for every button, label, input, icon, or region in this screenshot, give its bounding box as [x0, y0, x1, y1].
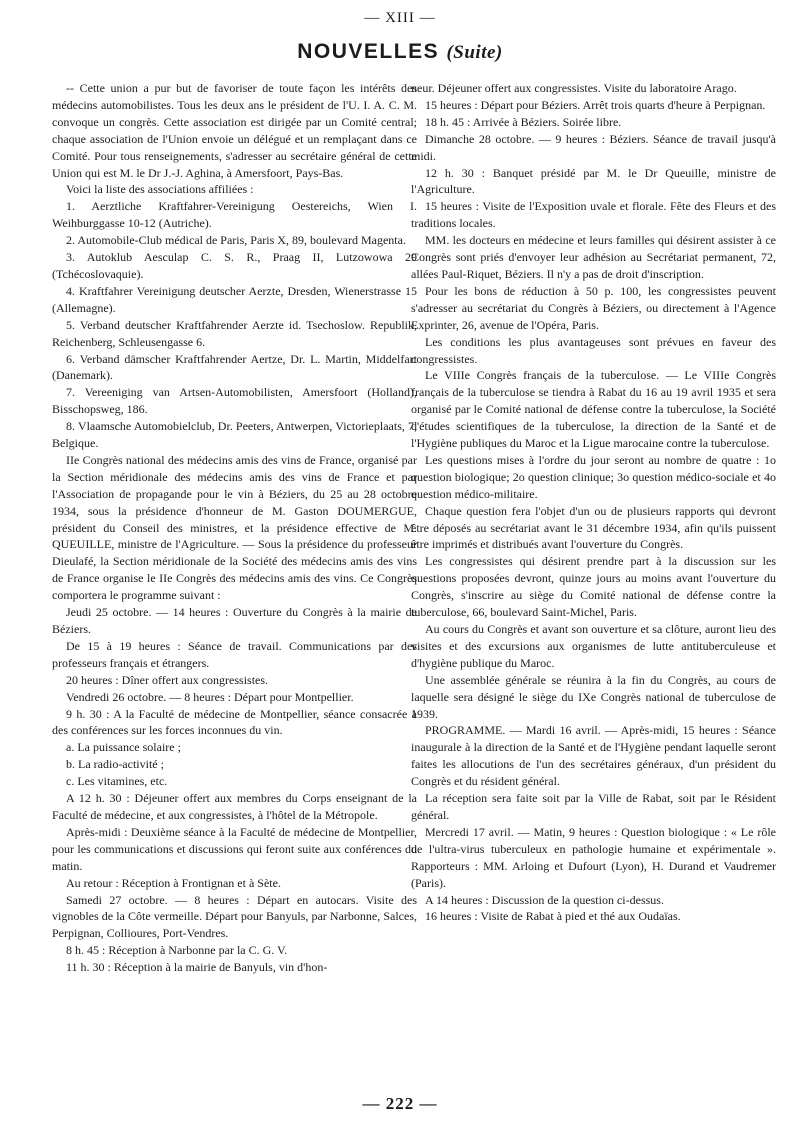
paragraph: La réception sera faite soit par la Ville de Rabat, soit par le Résident général.: [411, 791, 776, 822]
paragraph: Le VIIIe Congrès français de la tuberculose. — Le VIIIe Congrès français de la tuberculose se tiendra à Rabat du 16 au 19 avril 1935 et sera organisé par le Comité national de défense contre la tuberculose, la Société d'études scientifiques de la tuberculose, la direction de la Santé et de l'Hygiène publiques du Maroc et la Ligue marocaine contre la tuberculose.: [411, 368, 776, 451]
paragraph: 18 h. 45 : Arrivée à Béziers. Soirée libre.: [425, 114, 622, 129]
page-roman-numeral: — XIII —: [364, 10, 436, 26]
paragraph: Jeudi 25 octobre. — 14 heures : Ouverture du Congrès à la mairie de Béziers.: [52, 605, 417, 636]
paragraph: Une assemblée générale se réunira à la fin du Congrès, au cours de laquelle sera désigné le siège du IXe Congrès national de tuberculose de 1939.: [411, 672, 776, 721]
page-number: — 222 —: [362, 1094, 438, 1113]
paragraph: Mercredi 17 avril. — Matin, 9 heures : Question biologique : « Le rôle de l'ultra-virus tuberculeux en pathologie humaine et expérimentale ». Rapporteurs : MM. Arloing et Dufourt (Lyon), H. Durand et Vaudremer (Paris).: [411, 824, 776, 890]
paragraph: -- Cette union a pur but de favoriser de toute façon les intérêts des médecins automobilistes. Tous les deux ans le président de l'U. I. A. C. M. convoque un congrès. Cette association est dirigée par un Comité central; chaque association de l'Union envoie un délégué et un remplaçant dans ce Comité. Pour tous renseignements, s'adresser au secrétaire général de cette Union qui est M. le Dr J.-J. Aghina, à Amersfoort, Pays-Bas.: [52, 81, 417, 180]
paragraph: 11 h. 30 : Réception à la mairie de Banyuls, vin d'hon-: [66, 960, 328, 975]
title-main: NOUVELLES: [297, 40, 440, 63]
paragraph: neur. Déjeuner offert aux congressistes. Visite du laboratoire Arago.: [411, 81, 737, 95]
paragraph: 9 h. 30 : A la Faculté de médecine de Montpellier, séance consacrée à des conférences sur les forces inconnues du vin.: [52, 706, 417, 738]
paragraph: A 12 h. 30 : Déjeuner offert aux membres du Corps enseignant de la Faculté de médecine, et aux congressistes, à l'hôtel de la Métropole.: [52, 791, 417, 822]
association-item: 1. Aerztliche Kraftfahrer-Vereinigung Oestereichs, Wien I. Weihburggasse 10-12 (Autriche).: [52, 199, 417, 231]
paragraph: 12 h. 30 : Banquet présidé par M. le Dr Queuille, ministre de l'Agriculture.: [411, 165, 776, 197]
page-title: [0, 40, 800, 64]
paragraph: Chaque question fera l'objet d'un ou de plusieurs rapports qui devront être déposés au secrétariat avant le 31 décembre 1934, afin qu'ils puissent être imprimés et distribués avant l'ouverture du Congrès.: [411, 503, 776, 552]
paragraph: Dimanche 28 octobre. — 9 heures : Béziers. Séance de travail jusqu'à midi.: [411, 131, 776, 163]
paragraph: 8 h. 45 : Réception à Narbonne par la C. G. V.: [66, 943, 288, 958]
paragraph: Les questions mises à l'ordre du jour seront au nombre de quatre : 1o question biologique; 2o question clinique; 3o question médico-sociale et 4o question médico-militaire.: [411, 452, 776, 501]
paragraph: IIe Congrès national des médecins amis des vins de France, organisé par la Section méridionale des médecins amis des vins de France et par l'Association de propagande pour le vin à Béziers, du 25 au 28 octobre 1934, sous la présidence d'honneur de M. Gaston DOUMERGUE, président du Conseil des ministres, et la présidence effective de M. QUEUILLE, ministre de l'Agriculture. — Sous la présidence du professeur Dieulafé, la Section méridionale de la Société des médecins amis des vins de France organise le IIe Congrès des médecins amis des vins. Ce Congrès comportera le programme suivant :: [52, 452, 417, 603]
paragraph: Les conditions les plus avantageuses sont prévues en faveur des congressistes.: [411, 334, 776, 366]
association-item: 2. Automobile-Club médical de Paris, Paris X, 89, boulevard Magenta.: [66, 233, 406, 248]
association-item: 4. Kraftfahrer Vereinigung deutscher Aerzte, Dresden, Wienerstrasse 15 (Allemagne).: [52, 283, 417, 315]
paragraph: Vendredi 26 octobre. — 8 heures : Départ pour Montpellier.: [66, 689, 354, 704]
association-item: 5. Verband deutscher Kraftfahrender Aerzte id. Tsechoslow. Republik, Reichenberg, Schleusengasse 6.: [52, 317, 417, 349]
list-item: b. La radio-activité ;: [66, 757, 164, 772]
left-column: [52, 80, 417, 976]
paragraph: MM. les docteurs en médecine et leurs familles qui désirent assister à ce Congrès sont priés d'envoyer leur adhésion au Secrétariat permanent, 72, allées Paul-Riquet, Béziers. Il n'y a pas de droit d'inscription.: [411, 233, 776, 281]
list-item: a. La puissance solaire ;: [66, 740, 181, 755]
association-item: 6. Verband dämscher Kraftfahrender Aertze, Dr. L. Martin, Middelfart (Danemark).: [52, 351, 417, 383]
paragraph: Au retour : Réception à Frontignan et à Sète.: [66, 875, 281, 890]
right-column: [411, 80, 776, 925]
paragraph: A 14 heures : Discussion de la question ci-dessus.: [425, 892, 664, 907]
paragraph: 15 heures : Visite de l'Exposition uvale et florale. Fête des Fleurs et des traditions locales.: [411, 199, 776, 231]
paragraph: Après-midi : Deuxième séance à la Faculté de médecine de Montpellier, pour les communications et discussions qui feront suite aux conférences du matin.: [52, 824, 417, 873]
paragraph: Les congressistes qui désirent prendre part à la discussion sur les questions proposées devront, quinze jours au moins avant l'ouverture du Congrès, s'inscrire au siège du Comité national de défense contre la tuberculose, 66, boulevard Saint-Michel, Paris.: [411, 554, 776, 620]
paragraph: 15 heures : Départ pour Béziers. Arrêt trois quarts d'heure à Perpignan.: [425, 97, 766, 112]
paragraph: Samedi 27 octobre. — 8 heures : Départ en autocars. Visite des vignobles de la Côte vermeille. Départ pour Banyuls, par Narbonne, Salces, Perpignan, Collioures, Port-Vendres.: [52, 892, 417, 941]
paragraph: De 15 à 19 heures : Séance de travail. Communications par des professeurs français et étrangers.: [52, 638, 417, 670]
title-suite: (Suite): [446, 42, 503, 63]
paragraph: Voici la liste des associations affiliées :: [66, 182, 254, 197]
paragraph: 20 heures : Dîner offert aux congressistes.: [66, 672, 269, 687]
list-item: c. Les vitamines, etc.: [66, 774, 168, 789]
association-item: 8. Vlaamsche Automobielclub, Dr. Peeters, Antwerpen, Victorieplaats, 7, Belgique.: [52, 419, 417, 451]
association-item: 7. Vereeniging van Artsen-Automobilisten, Amersfoort (Holland), Bisschopsweg, 186.: [52, 385, 417, 417]
paragraph: Pour les bons de réduction à 50 p. 100, les congressistes peuvent s'adresser au secrétariat du Congrès à Béziers, ou directement à l'Agence Exprinter, 26, avenue de l'Opéra, Paris.: [411, 283, 776, 332]
paragraph: Au cours du Congrès et avant son ouverture et sa clôture, auront lieu des visites et des excursions aux organismes de lutte antituberculeuse et d'hygiène publique du Maroc.: [411, 622, 776, 670]
association-item: 3. Autoklub Aesculap C. S. R., Praag II, Lutzowowa 29 (Tchécoslovaquie).: [52, 250, 417, 281]
paragraph: PROGRAMME. — Mardi 16 avril. — Après-midi, 15 heures : Séance inaugurale à la direction de la Santé et de l'Hygiène pendant laquelle seront faites les allocutions de l'un des secrétaires généraux, d'un président du Congrès et du résident général.: [411, 723, 776, 789]
paragraph: 16 heures : Visite de Rabat à pied et thé aux Oudaïas.: [425, 909, 681, 924]
